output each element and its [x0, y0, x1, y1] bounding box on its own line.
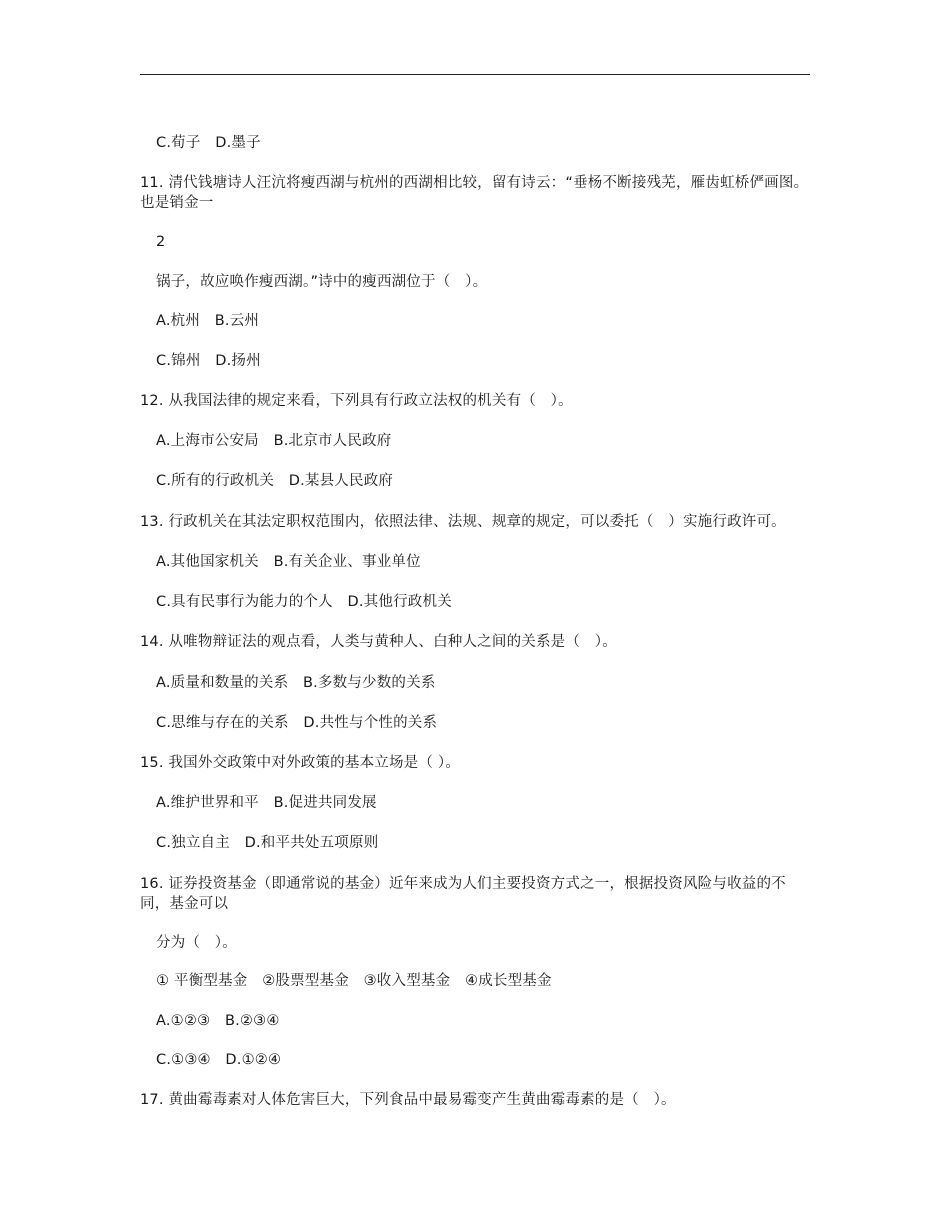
question-13: 13. 行政机关在其法定职权范围内，依照法律、法规、规章的规定，可以委托（ ）实施行政许可。	[140, 514, 786, 530]
question-12-options-cd: C.所有的行政机关 D.某县人民政府	[156, 473, 394, 489]
question-11-options-cd: C.锦州 D.扬州	[156, 353, 261, 369]
header-rule	[140, 74, 810, 75]
question-16: 16. 证券投资基金（即通常说的基金）近年来成为人们主要投资方式之一，根据投资风险与收益的不同，基金可以	[140, 876, 786, 912]
question-15-options-ab: A.维护世界和平 B.促进共同发展	[156, 795, 377, 811]
page-number: 2	[156, 234, 166, 250]
question-15: 15. 我国外交政策中对外政策的基本立场是（ ）。	[140, 755, 461, 771]
question-15-options-cd: C.独立自主 D.和平共处五项原则	[156, 835, 379, 851]
question-13-options-cd: C.具有民事行为能力的个人 D.其他行政机关	[156, 594, 452, 610]
question-16-options-cd: C.①③④ D.①②④	[156, 1052, 282, 1068]
question-16-options-ab: A.①②③ B.②③④	[156, 1013, 280, 1029]
question-14-options-ab: A.质量和数量的关系 B.多数与少数的关系	[156, 675, 436, 691]
question-11: 11. 清代钱塘诗人汪沆将瘦西湖与杭州的西湖相比较，留有诗云：“垂杨不断接残芜，雁齿虹桥俨画图。也是销金一	[140, 175, 809, 211]
question-11-continued: 锅子，故应唤作瘦西湖。”诗中的瘦西湖位于（ ）。	[156, 274, 488, 290]
question-16-items: ① 平衡型基金 ②股票型基金 ③收入型基金 ④成长型基金	[156, 973, 552, 989]
question-17: 17. 黄曲霉毒素对人体危害巨大，下列食品中最易霉变产生黄曲霉毒素的是（ ）。	[140, 1092, 676, 1108]
option-line-cd: C.荀子 D.墨子	[156, 135, 261, 151]
question-12: 12. 从我国法律的规定来看，下列具有行政立法权的机关有（ ）。	[140, 393, 573, 409]
question-11-options-ab: A.杭州 B.云州	[156, 313, 260, 329]
question-12-options-ab: A.上海市公安局 B.北京市人民政府	[156, 433, 392, 449]
question-14: 14. 从唯物辩证法的观点看，人类与黄种人、白种人之间的关系是（ ）。	[140, 634, 617, 650]
question-13-options-ab: A.其他国家机关 B.有关企业、事业单位	[156, 554, 421, 570]
question-16-continued: 分为（ ）。	[156, 935, 237, 951]
question-14-options-cd: C.思维与存在的关系 D.共性与个性的关系	[156, 715, 438, 731]
